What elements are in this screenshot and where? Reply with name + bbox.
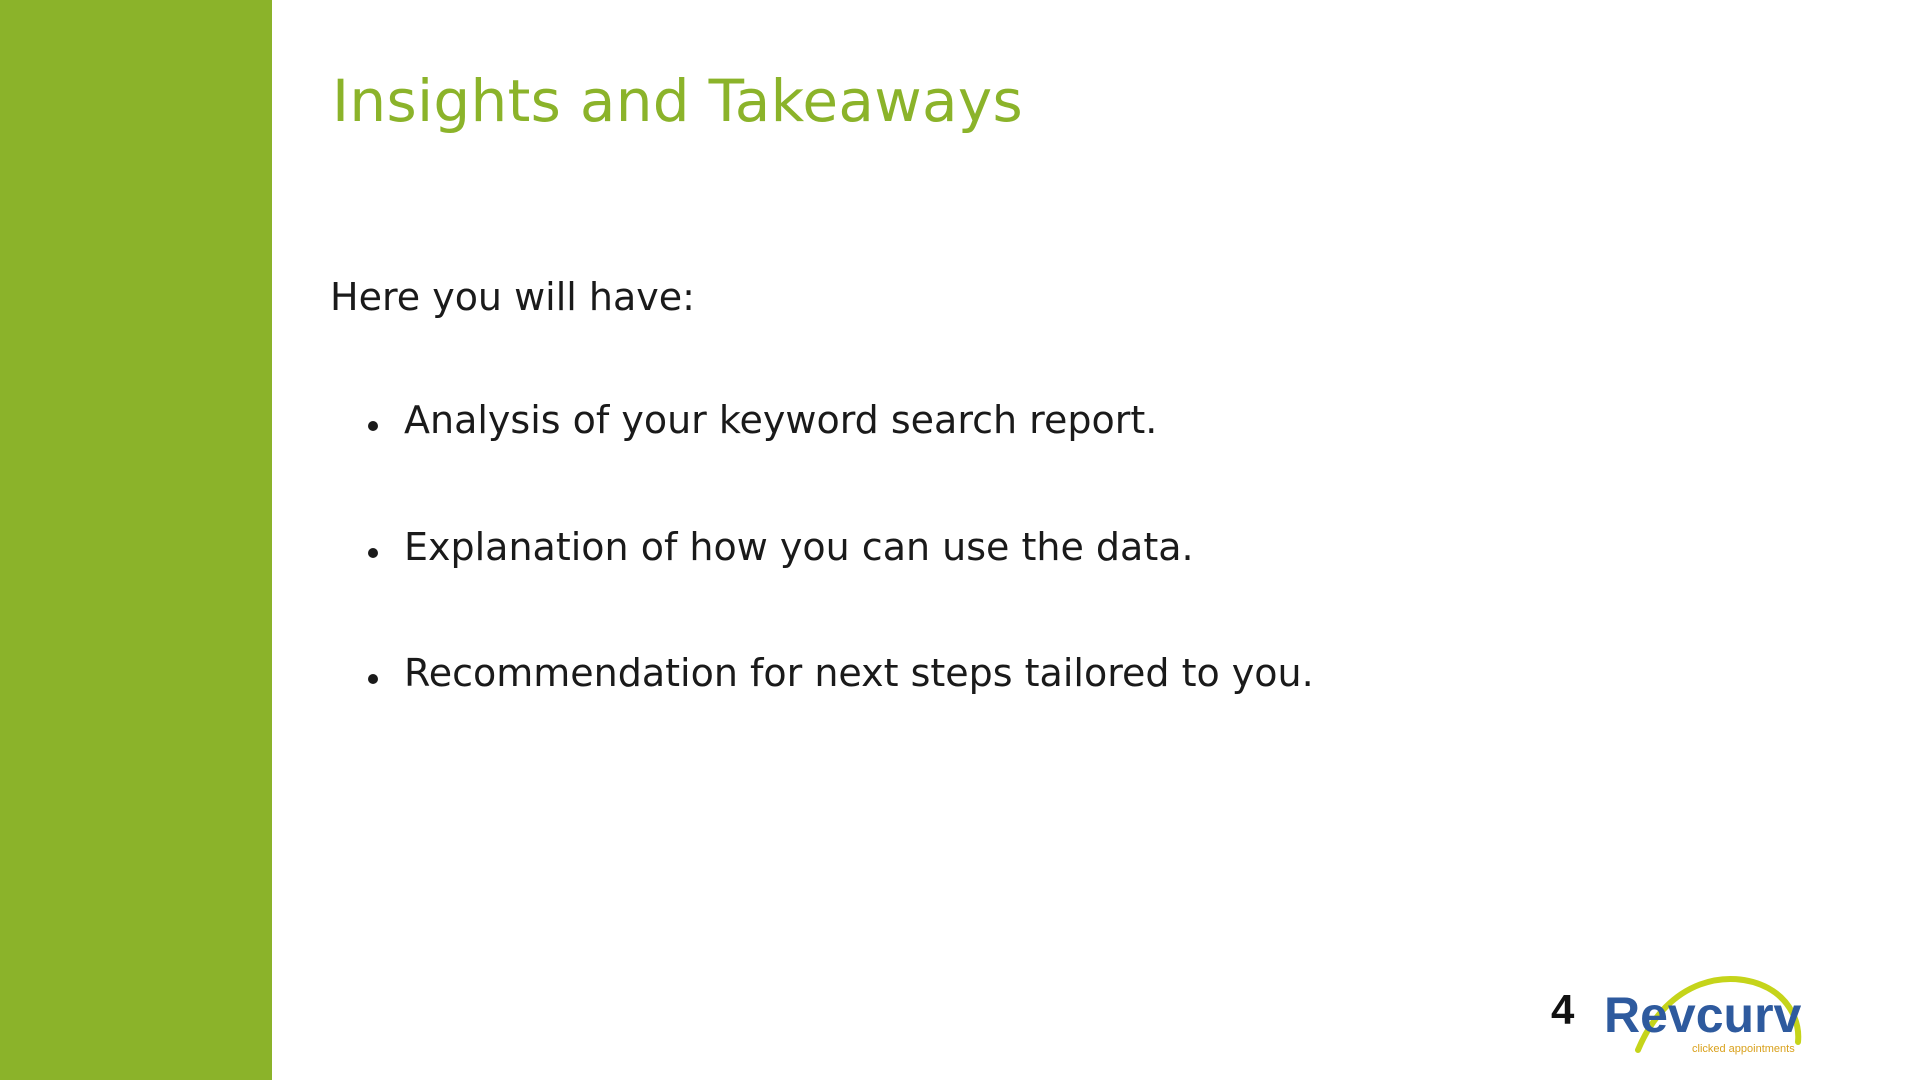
slide-title: Insights and Takeaways: [332, 67, 1023, 135]
bullet-dot-icon: [368, 674, 378, 684]
page-number: 4: [1551, 986, 1575, 1033]
bullet-text: Explanation of how you can use the data.: [404, 524, 1194, 569]
bullet-dot-icon: [368, 548, 378, 558]
bullet-item-recommendation: [368, 651, 1314, 697]
bullet-dot-icon: [368, 421, 378, 431]
revcurv-logo: [1590, 950, 1820, 1070]
bullet-text: Recommendation for next steps tailored to you.: [404, 651, 1314, 696]
logo-wordmark: Revcurv: [1604, 987, 1802, 1043]
green-sidebar: [0, 0, 272, 1080]
logo-tagline: clicked appointments: [1692, 1043, 1795, 1055]
bullet-text: Analysis of your keyword search report.: [404, 398, 1158, 442]
bullet-list: [368, 398, 1314, 778]
intro-text: Here you will have:: [330, 275, 695, 319]
bullet-item-explanation: [368, 525, 1314, 571]
bullet-item-analysis: [368, 398, 1314, 444]
